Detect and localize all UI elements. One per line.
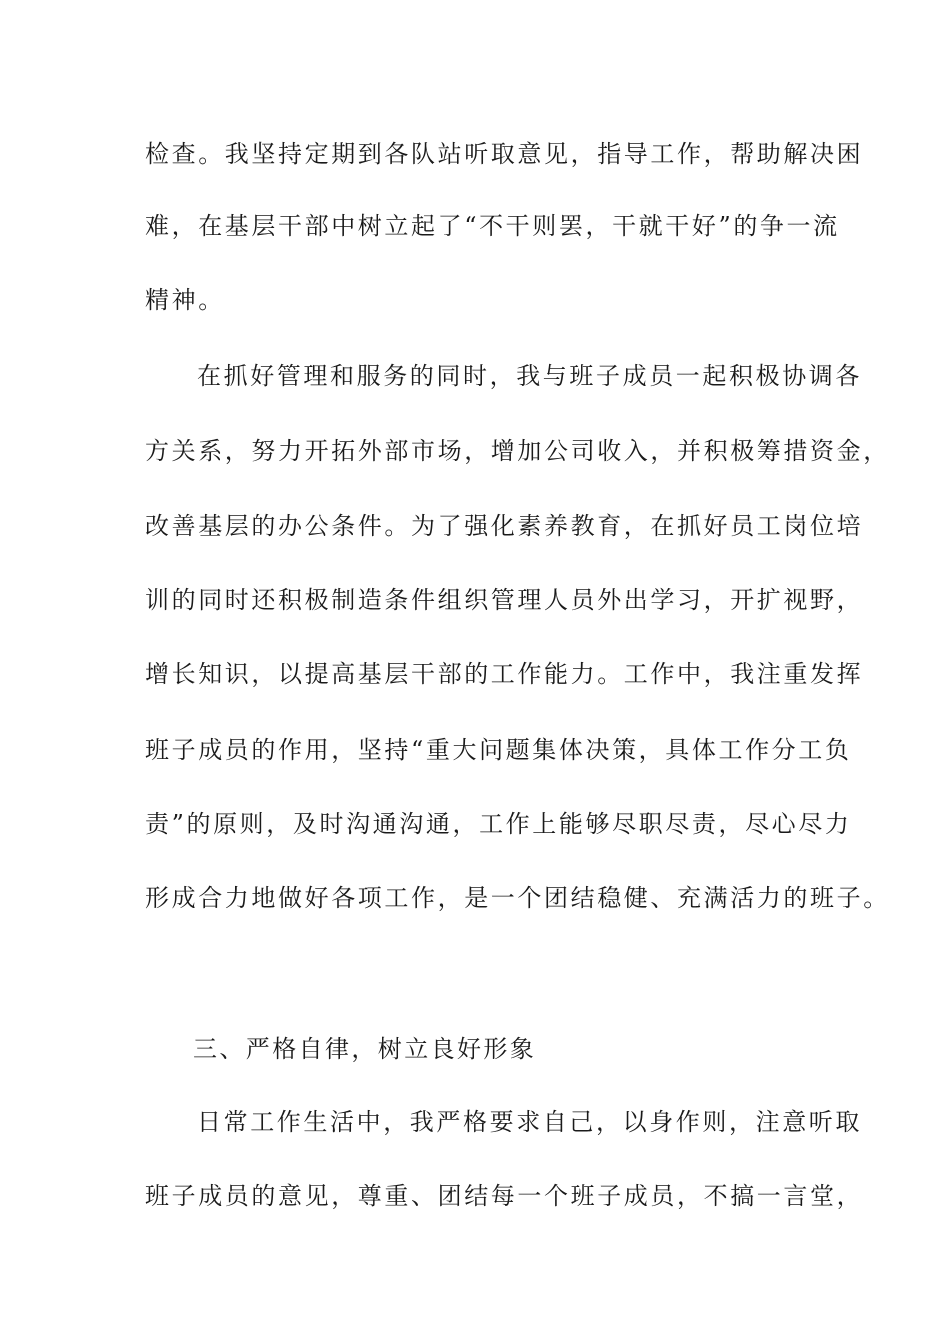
paragraph-line: 改善基层的办公条件。为了强化素养教育，在抓好员工岗位培 [145, 512, 864, 540]
paragraph-line: 班子成员的作用，坚持“重大问题集体决策，具体工作分工负 [145, 736, 852, 764]
paragraph-line: 日常工作生活中，我严格要求自己，以身作则，注意听取 [197, 1108, 862, 1136]
paragraph-line: 方关系，努力开拓外部市场，增加公司收入，并积极筹措资金， [145, 437, 890, 465]
section-heading: 三、严格自律，树立良好形象 [193, 1035, 537, 1063]
paragraph-line: 难，在基层干部中树立起了“不干则罢，干就干好”的争一流 [145, 212, 840, 240]
paragraph-line: 训的同时还积极制造条件组织管理人员外出学习，开扩视野， [145, 586, 864, 614]
paragraph-line: 增长知识，以提高基层干部的工作能力。工作中，我注重发挥 [145, 660, 864, 688]
paragraph-line: 在抓好管理和服务的同时，我与班子成员一起积极协调各 [197, 362, 862, 390]
paragraph-line: 形成合力地做好各项工作，是一个团结稳健、充满活力的班子。 [145, 884, 890, 912]
paragraph-line: 责”的原则，及时沟通沟通，工作上能够尽职尽责，尽心尽力 [145, 810, 852, 838]
paragraph-line: 检查。我坚持定期到各队站听取意见，指导工作，帮助解决困 [145, 140, 864, 168]
paragraph-line: 班子成员的意见，尊重、团结每一个班子成员，不搞一言堂， [145, 1182, 864, 1210]
paragraph-line: 精神。 [145, 286, 225, 314]
